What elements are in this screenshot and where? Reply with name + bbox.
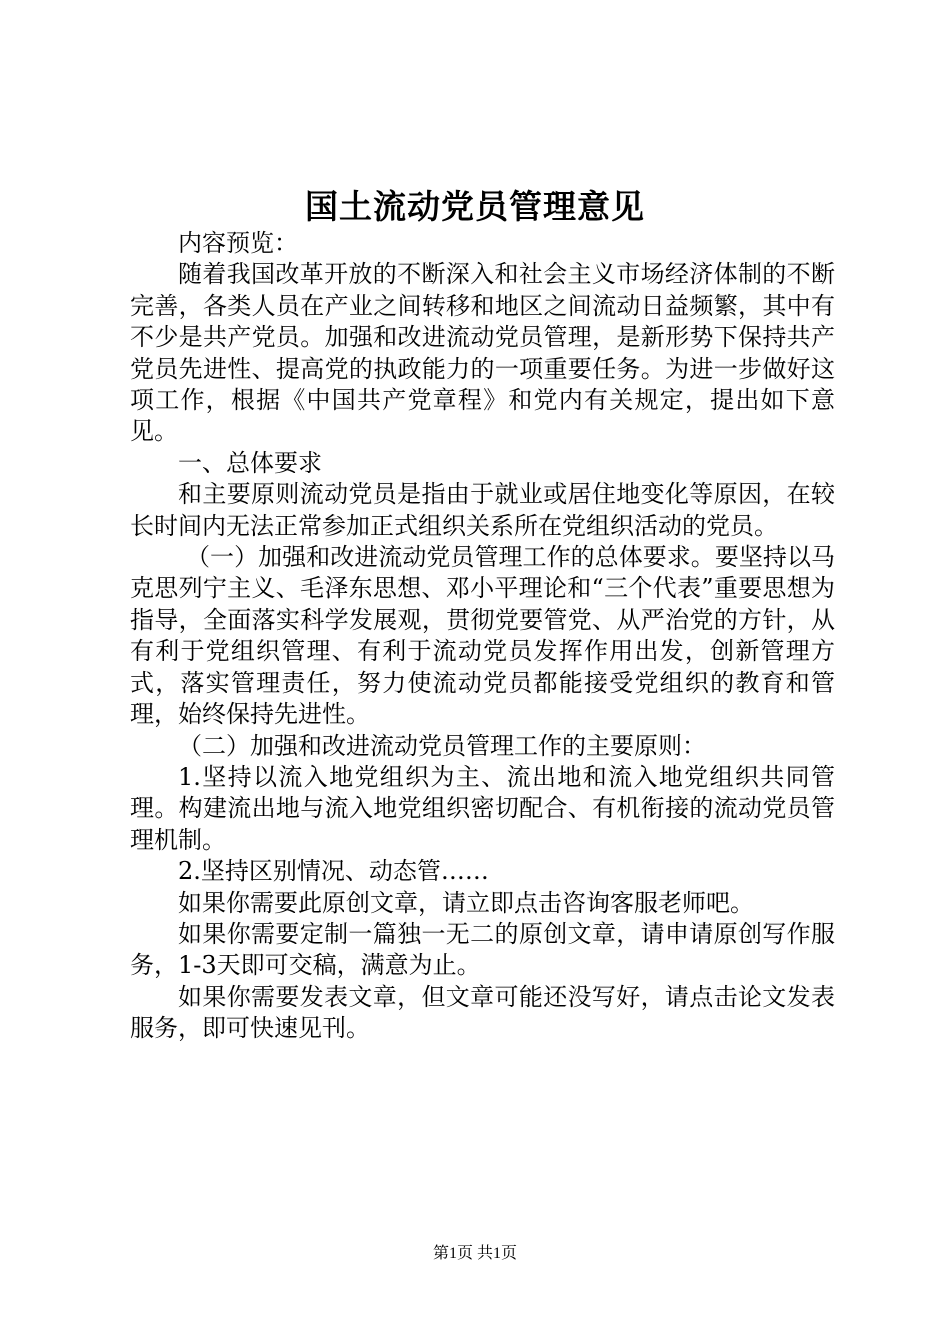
principle-2-paragraph: 2.坚持区别情况、动态管…… bbox=[178, 857, 489, 886]
document-title: 国土流动党员管理意见 bbox=[305, 187, 645, 226]
section-heading: 一、总体要求 bbox=[178, 448, 322, 477]
preview-label: 内容预览： bbox=[178, 229, 298, 257]
promo-custom-paragraph: 如果你需要定制一篇独一无二的原创文章，请申请原创写作服务，1-3天即可交稿，满意为止。 bbox=[130, 919, 835, 980]
general-requirements-paragraph: （一）加强和改进流动党员管理工作的总体要求。要坚持以马克思列宁主义、毛泽东思想、邓小平理论和“三个代表”重要思想为指导，全面落实科学发展观，贯彻党要管党、从严治党的方针，从有利于党组织管理、有利于流动党员发挥作用出发，创新管理方式，落实管理责任，努力使流动党员都能接受党组织的教育和管理，始终保持先进性。 bbox=[130, 543, 835, 729]
page-footer: 第1页 共1页 bbox=[432, 1245, 517, 1262]
definition-paragraph: 和主要原则流动党员是指由于就业或居住地变化等原因，在较长时间内无法正常参加正式组织关系所在党组织活动的党员。 bbox=[130, 480, 835, 540]
principle-1-paragraph: 1.坚持以流入地党组织为主、流出地和流入地党组织共同管理。构建流出地与流入地党组织密切配合、有机衔接的流动党员管理机制。 bbox=[130, 762, 835, 854]
intro-paragraph: 随着我国改革开放的不断深入和社会主义市场经济体制的不断完善，各类人员在产业之间转移和地区之间流动日益频繁，其中有不少是共产党员。加强和改进流动党员管理，是新形势下保持共产党员先进性、提高党的执政能力的一项重要任务。为进一步做好这项工作，根据《中国共产党章程》和党内有关规定，提出如下意见。 bbox=[130, 260, 835, 446]
document-body bbox=[130, 228, 835, 1045]
promo-publish-paragraph: 如果你需要发表文章，但文章可能还没写好，请点击论文发表服务，即可快速见刊。 bbox=[130, 982, 835, 1043]
promo-consult-paragraph: 如果你需要此原创文章，请立即点击咨询客服老师吧。 bbox=[178, 888, 754, 917]
principles-heading: （二）加强和改进流动党员管理工作的主要原则： bbox=[178, 731, 706, 760]
